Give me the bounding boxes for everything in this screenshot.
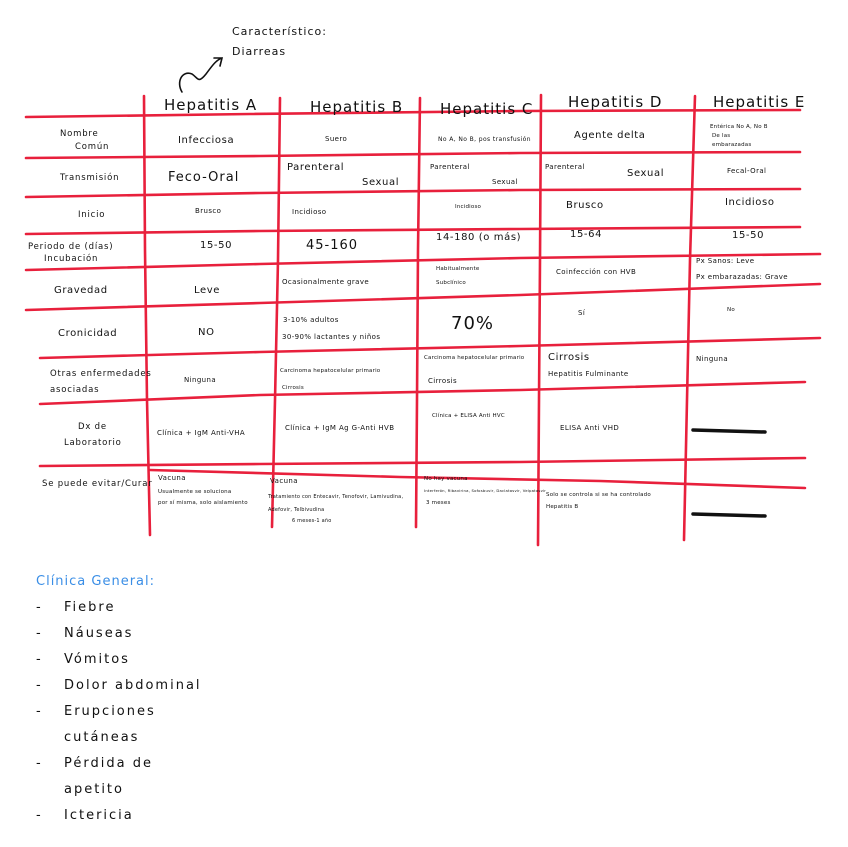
cell-transmision-c-1: Parenteral (430, 163, 470, 171)
general-item-continuation: apetito (64, 782, 124, 797)
cell-enfermedades-e: Ninguna (696, 355, 729, 363)
cell-enfermedades-d-2: Hepatitis Fulminante (548, 370, 629, 378)
general-item-continuation: cutáneas (64, 730, 140, 745)
cell-evitar-c-3: 3 meses (426, 500, 451, 506)
arrow-icon (180, 58, 222, 92)
cell-nombre-e-2: De las (712, 133, 731, 139)
cell-nombre-e-1: Entérica No A, No B (710, 124, 768, 130)
cell-evitar-a-1: Vacuna (158, 474, 186, 482)
empty-marker-evitar (693, 514, 765, 516)
row-label-nombre-1: Nombre (60, 129, 99, 139)
general-item-text: Fiebre (64, 600, 116, 615)
grid-line-h (26, 227, 800, 234)
cell-nombre-a: Infecciosa (178, 135, 235, 146)
cell-inicio-e: Incidioso (725, 197, 775, 208)
cell-evitar-b-1: Vacuna (270, 477, 298, 485)
row-label-incubacion-1: Periodo de (días) (28, 242, 114, 252)
row-label-transmision: Transmisión (60, 173, 120, 183)
cell-evitar-b-4: 6 meses-1 año (292, 518, 332, 524)
cell-enfermedades-c-2: Cirrosis (428, 377, 458, 385)
cell-enfermedades-a: Ninguna (184, 376, 217, 384)
header-hepatitis-a: Hepatitis A (164, 96, 258, 114)
cell-cronicidad-b-2: 30-90% lactantes y niños (282, 333, 381, 341)
cell-nombre-b: Suero (325, 135, 348, 143)
header-hepatitis-e: Hepatitis E (713, 93, 806, 111)
cell-evitar-a-2: Usualmente se soluciona (158, 489, 232, 495)
cell-evitar-d-2: Hepatitis B (546, 504, 579, 510)
row-label-enfermedades-2: asociadas (50, 385, 100, 395)
row-label-inicio: Inicio (78, 210, 106, 220)
cell-incubacion-c: 14-180 (o más) (436, 232, 522, 243)
header-hepatitis-d: Hepatitis D (568, 93, 663, 111)
general-item-text: Ictericia (64, 808, 134, 823)
cell-transmision-a: Feco-Oral (168, 170, 240, 185)
cell-enfermedades-d-1: Cirrosis (548, 352, 590, 363)
grid-line-h (26, 189, 800, 197)
cell-incubacion-a: 15-50 (200, 240, 233, 251)
cell-evitar-c-1: No hay vacuna (424, 476, 468, 482)
bullet-dash: - (36, 704, 43, 719)
bullet-dash: - (36, 756, 43, 771)
row-label-cronicidad: Cronicidad (58, 328, 118, 339)
cell-incubacion-d: 15-64 (570, 229, 603, 240)
cell-cronicidad-a: NO (198, 327, 215, 338)
cell-gravedad-c-1: Habitualmente (436, 266, 480, 272)
grid-line-h (40, 382, 805, 404)
cell-gravedad-a: Leve (194, 285, 221, 296)
general-item (36, 600, 115, 615)
cell-transmision-d-1: Parenteral (545, 163, 585, 171)
general-item (36, 678, 202, 693)
cell-transmision-c-2: Sexual (492, 178, 518, 186)
row-label-gravedad: Gravedad (54, 285, 108, 296)
grid-line-h (40, 458, 805, 466)
grid-line-h (26, 110, 800, 117)
cell-nombre-c: No A, No B, pos transfusión (438, 136, 531, 143)
header-hepatitis-b: Hepatitis B (310, 98, 404, 116)
bullet-dash: - (36, 600, 43, 615)
cell-cronicidad-c: 70% (451, 313, 495, 334)
cell-inicio-b: Incidioso (292, 208, 327, 216)
grid-line-h (26, 152, 800, 158)
row-label-nombre-2: Común (75, 142, 110, 152)
general-item-text: Pérdida de (64, 756, 153, 771)
grid-line-v (684, 96, 695, 540)
general-title: Clínica General: (36, 574, 156, 589)
cell-dx-c: Clínica + ELISA Anti HVC (432, 413, 505, 419)
general-item-text: Erupciones (64, 704, 156, 719)
cell-gravedad-c-2: Subclínico (436, 280, 466, 286)
cell-cronicidad-d: Sí (578, 309, 586, 317)
cell-gravedad-e-1: Px Sanos: Leve (696, 257, 755, 265)
cell-nombre-d: Agente delta (574, 130, 646, 141)
row-label-enfermedades-1: Otras enfermedades (50, 369, 152, 379)
bullet-dash: - (36, 626, 43, 641)
cell-transmision-b-2: Sexual (362, 177, 400, 188)
empty-marker-dx (693, 430, 765, 432)
cell-evitar-b-3: Adefovir, Telbivudina (268, 507, 325, 513)
cell-gravedad-b: Ocasionalmente grave (282, 278, 370, 286)
bullet-dash: - (36, 808, 43, 823)
note-line-1: Característico: (232, 25, 327, 38)
cell-evitar-d-1: Solo se controla si se ha controlado (546, 492, 651, 498)
cell-inicio-d: Brusco (566, 200, 604, 211)
row-label-evitar: Se puede evitar/Curar (42, 479, 153, 489)
general-item-text: Dolor abdominal (64, 678, 202, 693)
cell-transmision-d-2: Sexual (627, 168, 665, 179)
cell-transmision-b-1: Parenteral (287, 162, 345, 173)
general-item (36, 704, 156, 719)
header-hepatitis-c: Hepatitis C (440, 100, 534, 118)
cell-cronicidad-e: No (727, 307, 735, 313)
cell-inicio-c: Incidioso (455, 204, 482, 210)
general-item-text: Vómitos (64, 652, 130, 667)
cell-enfermedades-b-1: Carcinoma hepatocelular primario (280, 368, 381, 374)
cell-nombre-e-3: embarazadas (712, 142, 752, 148)
grid-line-v (538, 95, 541, 545)
cell-evitar-c-2: Interferón, Ribavirina, Sofosbuvir, Daclatasvir, Velpatasvir (424, 488, 547, 493)
cell-dx-b: Clínica + IgM Ag G-Anti HVB (285, 424, 395, 432)
cell-gravedad-d: Coinfección con HVB (556, 268, 637, 276)
general-item (36, 652, 130, 667)
note-line-2: Diarreas (232, 45, 287, 58)
cell-transmision-e: Fecal-Oral (727, 167, 767, 175)
cell-evitar-a-3: por sí misma, solo aislamiento (158, 500, 248, 506)
general-item (36, 756, 153, 771)
row-label-dx-1: Dx de (78, 422, 107, 432)
cell-incubacion-b: 45-160 (306, 238, 359, 253)
cell-inicio-a: Brusco (195, 207, 222, 215)
general-item (36, 626, 133, 641)
bullet-dash: - (36, 678, 43, 693)
grid-line-v (144, 96, 150, 535)
cell-enfermedades-c-1: Carcinoma hepatocelular primario (424, 355, 525, 361)
cell-dx-a: Clínica + IgM Anti-VHA (157, 429, 246, 437)
row-label-incubacion-2: Incubación (44, 254, 99, 264)
cell-dx-d: ELISA Anti VHD (560, 424, 620, 432)
general-item (36, 808, 134, 823)
cell-enfermedades-b-2: Cirrosis (282, 385, 304, 391)
cell-gravedad-e-2: Px embarazadas: Grave (696, 273, 788, 281)
general-item-text: Náuseas (64, 626, 134, 641)
cell-evitar-b-2: Tratamiento con Entecavir, Tenofovir, Lamivudina, (268, 494, 404, 500)
row-label-dx-2: Laboratorio (64, 438, 122, 448)
cell-cronicidad-b-1: 3-10% adultos (283, 316, 339, 324)
bullet-dash: - (36, 652, 43, 667)
cell-incubacion-e: 15-50 (732, 230, 765, 241)
